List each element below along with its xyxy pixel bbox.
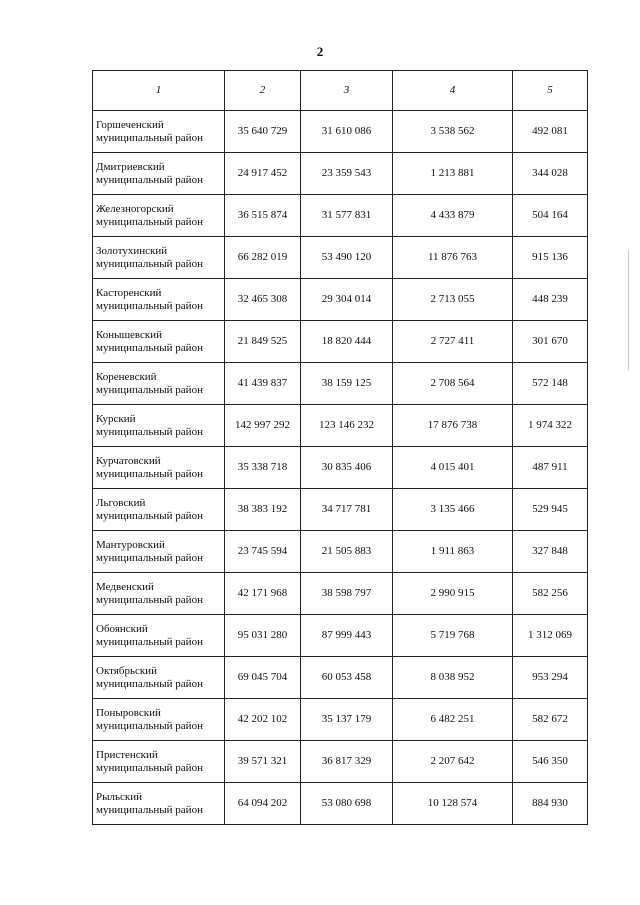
value-cell-col4: 2 713 055 bbox=[393, 279, 513, 321]
value-cell-col4: 4 015 401 bbox=[393, 447, 513, 489]
value-cell-col5: 884 930 bbox=[513, 783, 588, 825]
value-cell-col5: 1 974 322 bbox=[513, 405, 588, 447]
district-type: муниципальный район bbox=[96, 131, 203, 144]
value-cell-col3: 21 505 883 bbox=[301, 531, 393, 573]
value-cell-col2: 23 745 594 bbox=[225, 531, 301, 573]
value-cell-col4: 2 990 915 bbox=[393, 573, 513, 615]
district-name: Обоянский bbox=[96, 622, 148, 635]
district-name: Льговский bbox=[96, 496, 146, 509]
value-cell-col5: 529 945 bbox=[513, 489, 588, 531]
district-name: Пристенский bbox=[96, 748, 158, 761]
table-row bbox=[93, 153, 588, 195]
value-cell-col3: 60 053 458 bbox=[301, 657, 393, 699]
value-cell-col4: 2 727 411 bbox=[393, 321, 513, 363]
value-cell-col5: 487 911 bbox=[513, 447, 588, 489]
value-cell-col2: 41 439 837 bbox=[225, 363, 301, 405]
value-cell-col5: 582 672 bbox=[513, 699, 588, 741]
value-cell-col3: 53 490 120 bbox=[301, 237, 393, 279]
value-cell-col5: 301 670 bbox=[513, 321, 588, 363]
district-type: муниципальный район bbox=[96, 803, 203, 816]
district-cell bbox=[93, 741, 225, 783]
value-cell-col3: 38 159 125 bbox=[301, 363, 393, 405]
district-type: муниципальный район bbox=[96, 467, 203, 480]
value-cell-col5: 327 848 bbox=[513, 531, 588, 573]
district-cell bbox=[93, 699, 225, 741]
district-name: Касторенский bbox=[96, 286, 162, 299]
value-cell-col2: 64 094 202 bbox=[225, 783, 301, 825]
district-cell bbox=[93, 657, 225, 699]
district-cell bbox=[93, 111, 225, 153]
header-row bbox=[93, 71, 588, 111]
value-cell-col3: 31 577 831 bbox=[301, 195, 393, 237]
value-cell-col5: 504 164 bbox=[513, 195, 588, 237]
district-name: Медвенский bbox=[96, 580, 154, 593]
table-row bbox=[93, 741, 588, 783]
table-row bbox=[93, 657, 588, 699]
value-cell-col2: 42 202 102 bbox=[225, 699, 301, 741]
district-type: муниципальный район bbox=[96, 593, 203, 606]
value-cell-col4: 10 128 574 bbox=[393, 783, 513, 825]
value-cell-col4: 17 876 738 bbox=[393, 405, 513, 447]
table-row bbox=[93, 321, 588, 363]
district-type: муниципальный район bbox=[96, 635, 203, 648]
table-row bbox=[93, 111, 588, 153]
district-name: Курчатовский bbox=[96, 454, 161, 467]
district-type: муниципальный район bbox=[96, 257, 203, 270]
page-number: 2 bbox=[316, 44, 324, 59]
district-cell bbox=[93, 237, 225, 279]
value-cell-col4: 2 708 564 bbox=[393, 363, 513, 405]
district-type: муниципальный район bbox=[96, 341, 203, 354]
table-row bbox=[93, 279, 588, 321]
table-row bbox=[93, 783, 588, 825]
value-cell-col2: 69 045 704 bbox=[225, 657, 301, 699]
district-cell bbox=[93, 195, 225, 237]
value-cell-col4: 6 482 251 bbox=[393, 699, 513, 741]
value-cell-col5: 546 350 bbox=[513, 741, 588, 783]
value-cell-col4: 1 911 863 bbox=[393, 531, 513, 573]
value-cell-col4: 3 135 466 bbox=[393, 489, 513, 531]
district-name: Поныровский bbox=[96, 706, 161, 719]
district-name: Конышевский bbox=[96, 328, 163, 341]
district-name: Золотухинский bbox=[96, 244, 168, 257]
value-cell-col5: 953 294 bbox=[513, 657, 588, 699]
table-header bbox=[93, 71, 588, 111]
value-cell-col4: 3 538 562 bbox=[393, 111, 513, 153]
district-type: муниципальный район bbox=[96, 677, 203, 690]
value-cell-col4: 11 876 763 bbox=[393, 237, 513, 279]
value-cell-col2: 36 515 874 bbox=[225, 195, 301, 237]
table-row bbox=[93, 237, 588, 279]
table-body bbox=[93, 111, 588, 825]
value-cell-col4: 5 719 768 bbox=[393, 615, 513, 657]
district-type: муниципальный район bbox=[96, 551, 203, 564]
value-cell-col4: 1 213 881 bbox=[393, 153, 513, 195]
value-cell-col2: 35 640 729 bbox=[225, 111, 301, 153]
value-cell-col3: 35 137 179 bbox=[301, 699, 393, 741]
column-header-1: 1 bbox=[93, 71, 225, 111]
district-type: муниципальный район bbox=[96, 383, 203, 396]
value-cell-col3: 87 999 443 bbox=[301, 615, 393, 657]
value-cell-col2: 42 171 968 bbox=[225, 573, 301, 615]
value-cell-col3: 53 080 698 bbox=[301, 783, 393, 825]
district-type: муниципальный район bbox=[96, 173, 203, 186]
district-name: Железногорский bbox=[96, 202, 174, 215]
district-type: муниципальный район bbox=[96, 761, 203, 774]
value-cell-col2: 66 282 019 bbox=[225, 237, 301, 279]
value-cell-col3: 18 820 444 bbox=[301, 321, 393, 363]
table-row bbox=[93, 531, 588, 573]
column-header-3: 3 bbox=[301, 71, 393, 111]
value-cell-col5: 572 148 bbox=[513, 363, 588, 405]
table-row bbox=[93, 573, 588, 615]
value-cell-col2: 21 849 525 bbox=[225, 321, 301, 363]
column-header-4: 4 bbox=[393, 71, 513, 111]
table-row bbox=[93, 447, 588, 489]
district-type: муниципальный район bbox=[96, 215, 203, 228]
value-cell-col2: 32 465 308 bbox=[225, 279, 301, 321]
district-cell bbox=[93, 279, 225, 321]
value-cell-col3: 38 598 797 bbox=[301, 573, 393, 615]
value-cell-col4: 4 433 879 bbox=[393, 195, 513, 237]
value-cell-col2: 35 338 718 bbox=[225, 447, 301, 489]
table-row bbox=[93, 195, 588, 237]
value-cell-col2: 24 917 452 bbox=[225, 153, 301, 195]
district-cell bbox=[93, 363, 225, 405]
district-name: Мантуровский bbox=[96, 538, 165, 551]
district-cell bbox=[93, 321, 225, 363]
value-cell-col5: 915 136 bbox=[513, 237, 588, 279]
table-row bbox=[93, 363, 588, 405]
value-cell-col2: 142 997 292 bbox=[225, 405, 301, 447]
value-cell-col2: 39 571 321 bbox=[225, 741, 301, 783]
data-table bbox=[92, 70, 588, 825]
district-cell bbox=[93, 153, 225, 195]
table-row bbox=[93, 489, 588, 531]
table-row bbox=[93, 699, 588, 741]
value-cell-col3: 123 146 232 bbox=[301, 405, 393, 447]
value-cell-col4: 2 207 642 bbox=[393, 741, 513, 783]
district-type: муниципальный район bbox=[96, 719, 203, 732]
district-name: Дмитриевский bbox=[96, 160, 165, 173]
column-header-2: 2 bbox=[225, 71, 301, 111]
value-cell-col2: 95 031 280 bbox=[225, 615, 301, 657]
district-cell bbox=[93, 405, 225, 447]
district-cell bbox=[93, 531, 225, 573]
district-cell bbox=[93, 573, 225, 615]
value-cell-col3: 30 835 406 bbox=[301, 447, 393, 489]
district-name: Октябрьский bbox=[96, 664, 157, 677]
district-name: Рыльский bbox=[96, 790, 143, 803]
table-row bbox=[93, 405, 588, 447]
value-cell-col2: 38 383 192 bbox=[225, 489, 301, 531]
value-cell-col4: 8 038 952 bbox=[393, 657, 513, 699]
value-cell-col5: 582 256 bbox=[513, 573, 588, 615]
scan-edge-mark bbox=[628, 250, 629, 370]
value-cell-col3: 31 610 086 bbox=[301, 111, 393, 153]
value-cell-col5: 1 312 069 bbox=[513, 615, 588, 657]
district-cell bbox=[93, 615, 225, 657]
district-name: Курский bbox=[96, 412, 136, 425]
district-cell bbox=[93, 489, 225, 531]
value-cell-col5: 448 239 bbox=[513, 279, 588, 321]
value-cell-col5: 492 081 bbox=[513, 111, 588, 153]
value-cell-col3: 36 817 329 bbox=[301, 741, 393, 783]
district-type: муниципальный район bbox=[96, 299, 203, 312]
table-row bbox=[93, 615, 588, 657]
column-header-5: 5 bbox=[513, 71, 588, 111]
district-cell bbox=[93, 783, 225, 825]
value-cell-col3: 34 717 781 bbox=[301, 489, 393, 531]
district-name: Горшеченский bbox=[96, 118, 164, 131]
district-type: муниципальный район bbox=[96, 509, 203, 522]
value-cell-col3: 23 359 543 bbox=[301, 153, 393, 195]
district-type: муниципальный район bbox=[96, 425, 203, 438]
value-cell-col3: 29 304 014 bbox=[301, 279, 393, 321]
value-cell-col5: 344 028 bbox=[513, 153, 588, 195]
district-cell bbox=[93, 447, 225, 489]
district-name: Кореневский bbox=[96, 370, 157, 383]
